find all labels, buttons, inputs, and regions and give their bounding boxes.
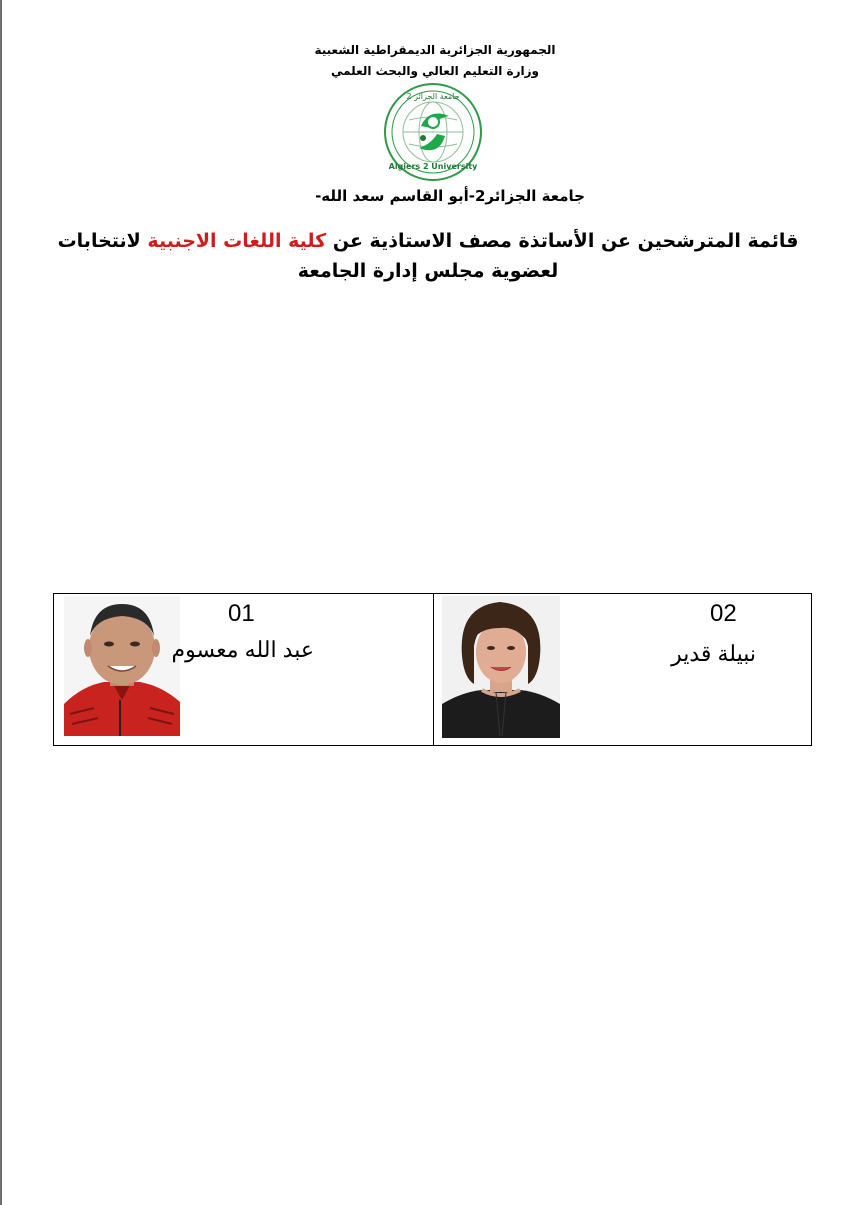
logo-text-bottom: Algiers 2 University <box>388 162 478 171</box>
candidate-number: 01 <box>228 600 255 627</box>
title-line-2: لعضوية مجلس إدارة الجامعة <box>297 260 559 282</box>
page-edge <box>0 0 2 1205</box>
table-cell-divider <box>433 594 434 745</box>
title-line-1-start: قائمة المترشحين عن الأساتذة مصف الاستاذية عن <box>326 230 799 252</box>
title-faculty-highlight: كلية اللغات الاجنبية <box>147 230 327 252</box>
title-line-1 <box>40 226 816 256</box>
candidates-table <box>53 593 812 746</box>
university-logo-icon <box>379 82 487 182</box>
header-ministry: وزارة التعليم العالي والبحث العلمي <box>330 64 540 78</box>
candidate-name: نبيلة قدير <box>671 641 756 666</box>
candidate-photo-icon <box>442 596 560 738</box>
university-name: جامعة الجزائر2-أبو القاسم سعد الله- <box>315 187 585 205</box>
candidate-name: عبد الله معسوم <box>171 637 314 662</box>
document-title <box>40 226 816 286</box>
title-line-1-end: لانتخابات <box>57 230 148 252</box>
candidate-photo-icon <box>64 596 180 736</box>
candidate-number: 02 <box>710 600 737 627</box>
header-republic: الجمهورية الجزائرية الديمقراطية الشعبية <box>314 43 556 57</box>
logo-text-top: جامعة الجزائر 2 <box>406 92 460 101</box>
